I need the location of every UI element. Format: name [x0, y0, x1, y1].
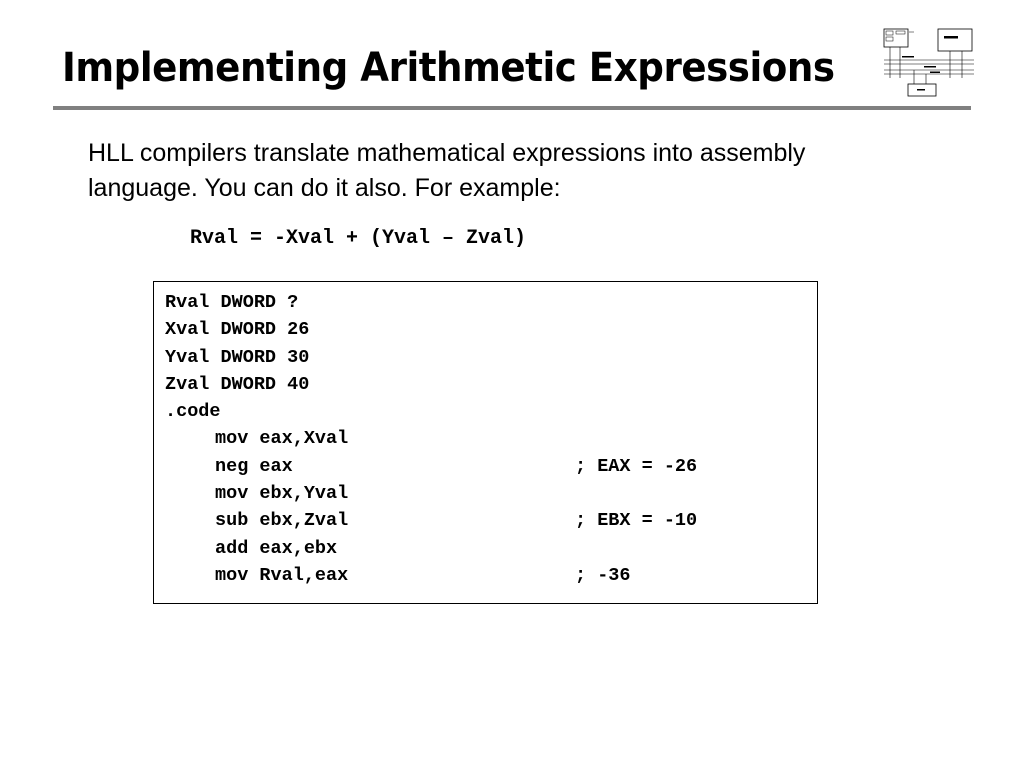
code-instruction: neg eax — [215, 455, 293, 477]
code-comment: ; EAX = -26 — [575, 455, 698, 477]
code-comment: ; -36 — [575, 564, 631, 586]
code-line — [154, 480, 817, 507]
code-instruction: Rval DWORD ? — [165, 292, 299, 313]
cpu-memory-bus-diagram-icon — [880, 26, 976, 98]
code-line — [154, 453, 817, 480]
assembly-code-box — [153, 281, 818, 604]
title-underline-rule — [53, 106, 971, 110]
code-instruction: add eax,ebx — [215, 537, 338, 559]
code-line — [154, 371, 817, 398]
code-line — [154, 562, 817, 589]
intro-paragraph: HLL compilers translate mathematical expressions into assembly language. You can do it also. For example: — [88, 139, 806, 202]
code-instruction: Xval DWORD 26 — [165, 319, 310, 341]
code-instruction: mov Rval,eax — [215, 564, 349, 586]
code-line — [154, 425, 817, 452]
code-line — [154, 535, 817, 562]
code-line — [154, 289, 817, 316]
expression-formula: Rval = -Xval + (Yval – Zval) — [190, 227, 527, 250]
code-instruction: mov eax,Xval — [215, 428, 349, 450]
code-instruction: Yval DWORD 30 — [165, 346, 310, 368]
code-instruction: sub ebx,Zval — [215, 510, 349, 532]
code-line — [154, 398, 817, 425]
code-line — [154, 344, 817, 371]
code-instruction: .code — [165, 401, 221, 423]
code-line — [154, 316, 817, 343]
code-comment: ; EBX = -10 — [575, 510, 698, 532]
code-line — [154, 507, 817, 534]
code-instruction: Zval DWORD 40 — [165, 373, 310, 395]
slide-title: Implementing Arithmetic Expressions — [62, 45, 835, 91]
code-instruction: mov ebx,Yval — [215, 483, 349, 505]
